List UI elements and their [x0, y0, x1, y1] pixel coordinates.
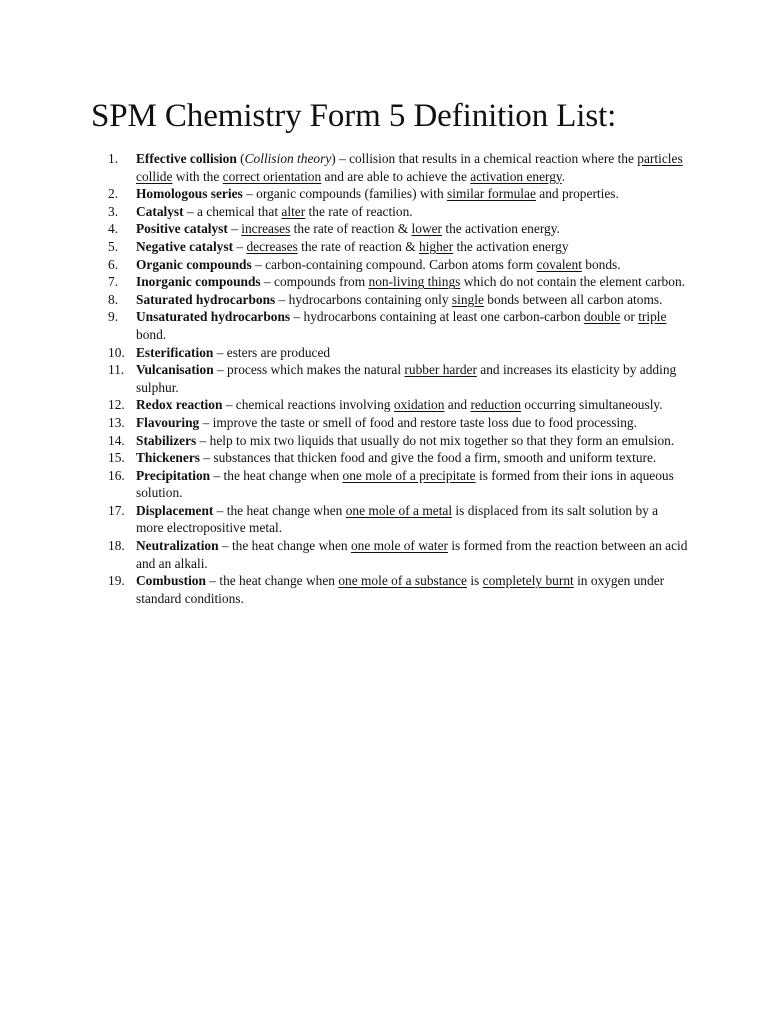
definition-item	[0, 537, 768, 572]
underlined-keyword: rubber harder	[404, 362, 477, 378]
definition-item	[0, 291, 768, 309]
definition-number: 8.	[108, 291, 119, 307]
definition-number: 10.	[108, 344, 125, 360]
definition-text: – the heat change when	[218, 538, 351, 554]
definition-item	[0, 203, 768, 221]
definition-number: 15.	[108, 450, 125, 466]
definition-item	[0, 220, 768, 238]
definition-text: –	[227, 221, 242, 237]
definition-text: the rate of reaction &	[297, 238, 419, 254]
definition-text: – esters are produced	[213, 344, 331, 360]
definition-text: – the heat change when	[205, 573, 339, 589]
underlined-keyword: one mole of a substance	[338, 573, 467, 589]
definition-item	[0, 150, 768, 185]
underlined-keyword: covalent	[536, 256, 582, 272]
definition-term: Stabilizers	[136, 432, 197, 448]
underlined-keyword: similar formulae	[447, 186, 536, 202]
underlined-keyword: reduction	[470, 397, 522, 413]
definition-number: 1.	[108, 151, 119, 166]
definition-term: Thickeners	[136, 450, 200, 466]
underlined-keyword: one mole of a metal	[345, 502, 453, 518]
underlined-keyword: triple	[638, 309, 667, 325]
definition-term: Precipitation	[136, 467, 211, 483]
definition-item	[0, 449, 768, 467]
definition-number: 6.	[108, 256, 119, 272]
definition-term: Effective collision	[136, 151, 237, 166]
definition-text: –	[233, 238, 247, 254]
definition-item	[0, 238, 768, 256]
definition-list	[0, 150, 768, 607]
definition-term: Vulcanisation	[136, 362, 214, 378]
definition-number: 9.	[108, 309, 119, 325]
definition-number: 5.	[108, 238, 119, 254]
underlined-keyword: oxidation	[393, 397, 445, 413]
definition-item	[0, 502, 768, 537]
definition-text: the activation energy	[453, 238, 569, 254]
definition-text: – compounds from	[260, 274, 369, 290]
definition-term: Combustion	[136, 573, 206, 589]
definition-item	[0, 344, 768, 362]
definition-item	[0, 572, 768, 607]
definition-number: 2.	[108, 186, 119, 202]
definition-number: 4.	[108, 221, 119, 237]
definition-text: – the heat change when	[213, 502, 346, 518]
definition-text: and are able to achieve the	[321, 168, 471, 184]
definition-text: is formed from the reaction between an acid and an alkali.	[136, 538, 688, 571]
definition-text: in oxygen under standard conditions.	[136, 573, 665, 606]
underlined-keyword: decreases	[246, 238, 298, 254]
definition-text: and increases its elasticity by adding sulphur.	[136, 362, 677, 395]
definition-text: with the	[172, 168, 223, 184]
definition-number: 7.	[108, 274, 119, 290]
definition-item	[0, 185, 768, 203]
definition-number: 11.	[108, 362, 125, 378]
italic-text: Collision theory	[244, 151, 332, 166]
definition-text: – hydrocarbons containing only	[275, 291, 452, 307]
underlined-keyword: lower	[411, 221, 443, 237]
definition-item	[0, 256, 768, 274]
definition-text: ) – collision that results in a chemical reaction where the	[331, 151, 638, 166]
definition-item	[0, 396, 768, 414]
underlined-keyword: particles collide	[136, 151, 683, 184]
definition-term: Catalyst	[136, 203, 184, 219]
underlined-keyword: double	[583, 309, 621, 325]
definition-term: Saturated hydrocarbons	[136, 291, 276, 307]
definition-text: – improve the taste or smell of food and restore taste loss due to food processing.	[199, 414, 637, 430]
definition-text: bonds between all carbon atoms.	[483, 291, 663, 307]
definition-term: Esterification	[136, 344, 214, 360]
underlined-keyword: activation energy	[470, 168, 562, 184]
definition-term: Unsaturated hydrocarbons	[136, 309, 291, 325]
definition-text: – organic compounds (families) with	[242, 186, 448, 202]
definition-text: – carbon-containing compound. Carbon atoms form	[251, 256, 537, 272]
definition-number: 16.	[108, 467, 125, 483]
underlined-keyword: increases	[241, 221, 291, 237]
definition-number: 3.	[108, 203, 119, 219]
definition-item	[0, 414, 768, 432]
definition-number: 17.	[108, 502, 125, 518]
definition-number: 12.	[108, 397, 125, 413]
definition-item	[0, 467, 768, 502]
definition-text: the activation energy.	[442, 221, 560, 237]
definition-item	[0, 308, 768, 343]
definition-term: Redox reaction	[136, 397, 223, 413]
definition-text: the rate of reaction.	[305, 203, 413, 219]
definition-term: Flavouring	[136, 414, 200, 430]
definition-term: Neutralization	[136, 538, 219, 554]
underlined-keyword: completely burnt	[482, 573, 574, 589]
definition-item	[0, 273, 768, 291]
definition-text: – a chemical that	[183, 203, 282, 219]
definition-text: the rate of reaction &	[290, 221, 412, 237]
definition-term: Displacement	[136, 502, 214, 518]
definition-term: Negative catalyst	[136, 238, 234, 254]
definition-number: 13.	[108, 414, 125, 430]
definition-text: or	[620, 309, 639, 325]
underlined-keyword: non-living things	[368, 274, 461, 290]
definition-term: Inorganic compounds	[136, 274, 261, 290]
definition-text: – process which makes the natural	[213, 362, 405, 378]
definition-text: is	[466, 573, 483, 589]
definition-number: 14.	[108, 432, 125, 448]
underlined-keyword: alter	[281, 203, 306, 219]
definition-text: – chemical reactions involving	[222, 397, 394, 413]
definition-text: – hydrocarbons containing at least one carbon-carbon	[290, 309, 584, 325]
definition-text: occurring simultaneously.	[521, 397, 663, 413]
page-title: SPM Chemistry Form 5 Definition List:	[91, 98, 617, 134]
definition-term: Positive catalyst	[136, 221, 228, 237]
definition-text: and	[444, 397, 471, 413]
definition-text: (	[236, 151, 245, 166]
definition-item	[0, 432, 768, 450]
underlined-keyword: one mole of a precipitate	[342, 467, 476, 483]
definition-text: is formed from their ions in aqueous solution.	[136, 467, 674, 501]
definition-text: – the heat change when	[210, 467, 343, 483]
definition-text: – help to mix two liquids that usually do not mix together so that they form an emulsion.	[196, 432, 675, 448]
definition-text: which do not contain the element carbon.	[460, 274, 685, 290]
definition-term: Organic compounds	[136, 256, 252, 272]
definition-text: is displaced from its salt solution by a more electropositive metal.	[136, 502, 659, 536]
underlined-keyword: one mole of water	[350, 538, 448, 554]
definition-text: .	[561, 168, 566, 184]
definition-text: bonds.	[581, 256, 621, 272]
definition-number: 18.	[108, 538, 125, 554]
underlined-keyword: higher	[418, 238, 454, 254]
underlined-keyword: correct orientation	[222, 168, 322, 184]
definition-number: 19.	[108, 573, 125, 589]
definition-term: Homologous series	[136, 186, 243, 202]
underlined-keyword: single	[451, 291, 484, 307]
definition-text: and properties.	[535, 186, 619, 202]
definition-text: – substances that thicken food and give the food a firm, smooth and uniform texture.	[199, 450, 657, 466]
definition-item	[0, 361, 768, 396]
definition-text: bond.	[136, 326, 167, 342]
